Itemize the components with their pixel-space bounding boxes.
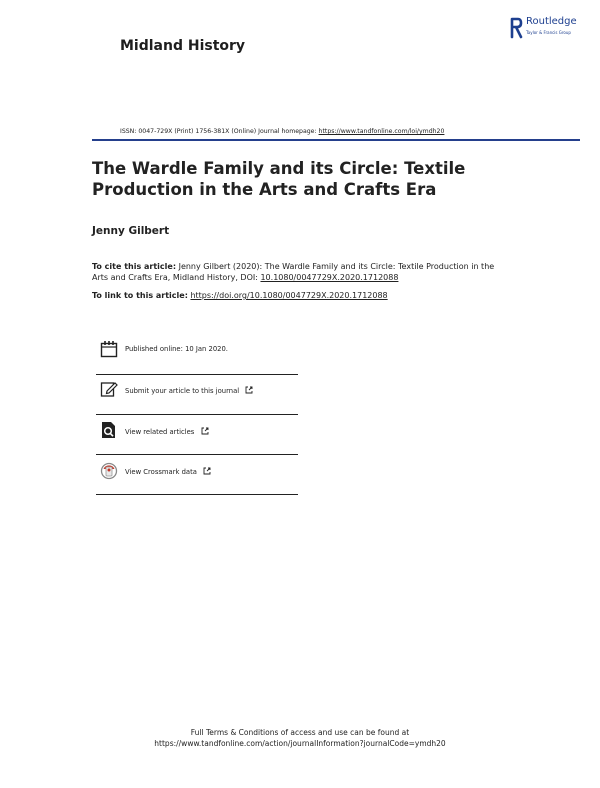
article-link-line bbox=[92, 291, 388, 300]
article-doi-url-link[interactable]: https://doi.org/10.1080/0047729X.2020.1712088 bbox=[190, 291, 388, 300]
issn-line bbox=[120, 128, 444, 135]
link-label: To link to this article: bbox=[92, 291, 188, 300]
routledge-r-logo-icon bbox=[510, 17, 523, 39]
crossmark-icon bbox=[100, 462, 118, 480]
publisher-name: Routledge bbox=[526, 16, 577, 27]
related-articles-label: View related articles bbox=[125, 428, 195, 436]
submit-article-link[interactable] bbox=[125, 386, 253, 395]
external-link-icon bbox=[245, 386, 253, 394]
doi-link[interactable]: 10.1080/0047729X.2020.1712088 bbox=[260, 273, 399, 282]
search-document-icon bbox=[100, 421, 118, 439]
publisher-tagline: Taylor & Francis Group bbox=[526, 30, 571, 35]
published-online-row bbox=[96, 334, 298, 375]
crossmark-link[interactable] bbox=[125, 467, 211, 476]
submit-article-label: Submit your article to this journal bbox=[125, 387, 240, 395]
crossmark-label: View Crossmark data bbox=[125, 468, 197, 476]
header-rule bbox=[92, 139, 580, 141]
edit-icon bbox=[100, 380, 118, 398]
journal-name: Midland History bbox=[120, 38, 246, 54]
issn-text: ISSN: 0047-729X (Print) 1756-381X (Online) Journal homepage: bbox=[120, 128, 317, 135]
cite-text: Jenny Gilbert (2020): The Wardle Family and its Circle: Textile Production in the Arts and Crafts Era, Midland History, DOI: bbox=[92, 262, 495, 282]
article-author: Jenny Gilbert bbox=[92, 225, 170, 237]
submit-article-row[interactable] bbox=[96, 374, 298, 415]
citation-block bbox=[92, 261, 512, 283]
cite-label: To cite this article: bbox=[92, 262, 177, 271]
calendar-icon bbox=[100, 340, 118, 358]
external-link-icon bbox=[201, 427, 209, 435]
footer bbox=[0, 727, 600, 749]
publisher-logo[interactable] bbox=[510, 16, 588, 40]
article-title: The Wardle Family and its Circle: Textile Production in the Arts and Crafts Era bbox=[92, 159, 466, 199]
related-articles-link[interactable] bbox=[125, 427, 209, 436]
journal-homepage-link[interactable]: https://www.tandfonline.com/loi/ymdh20 bbox=[318, 128, 445, 135]
related-articles-row[interactable] bbox=[96, 414, 298, 455]
published-online-label: Published online: 10 Jan 2020. bbox=[125, 345, 228, 353]
footer-terms-text: Full Terms & Conditions of access and use can be found at bbox=[190, 728, 410, 737]
crossmark-row[interactable] bbox=[96, 454, 298, 495]
external-link-icon bbox=[203, 467, 211, 475]
footer-terms-url[interactable]: https://www.tandfonline.com/action/journalInformation?journalCode=ymdh20 bbox=[154, 739, 446, 748]
